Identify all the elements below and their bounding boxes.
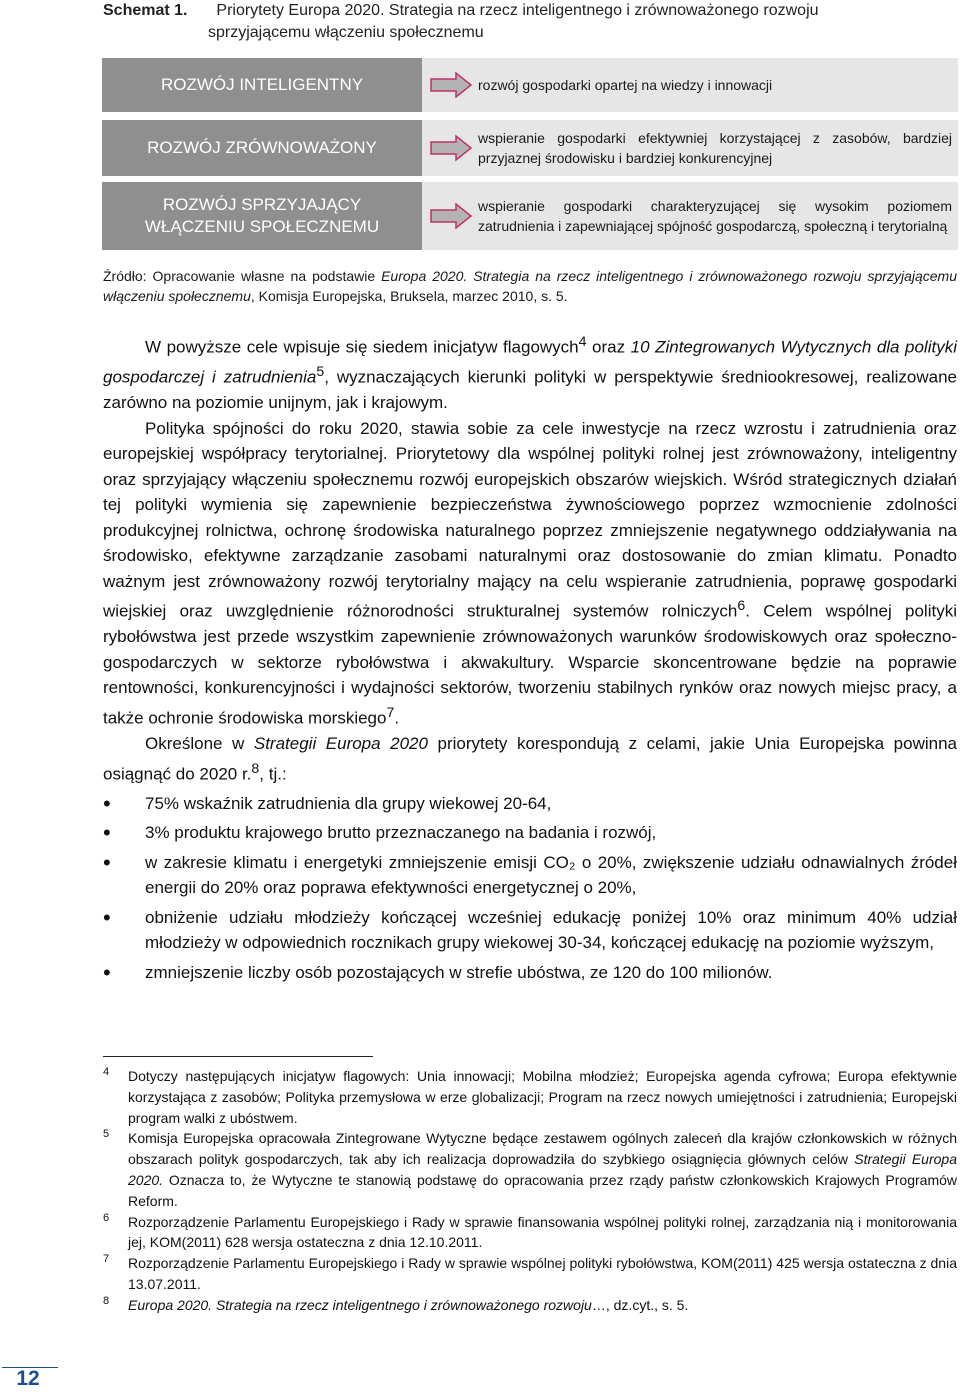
list-item xyxy=(103,960,957,986)
footnote-number: 6 xyxy=(103,1211,110,1224)
footnote-text: …, dz.cyt., s. 5. xyxy=(591,1296,689,1313)
scheme-row-inclusive xyxy=(102,182,958,250)
schema-label: Schemat 1. xyxy=(103,2,188,19)
footnote-text: Oznacza to, że Wytyczne te stanowią podstawę do opracowania przez rządy państw członkowskich Krajowych Programów Reform. xyxy=(128,1171,957,1209)
targets-list xyxy=(103,791,957,986)
footnote-divider xyxy=(103,1056,373,1057)
paragraph xyxy=(103,330,957,416)
schema-title-line2: sprzyjającemu włączeniu społecznemu xyxy=(208,24,484,41)
arrow-right-icon xyxy=(430,203,472,229)
footnote-text: Komisja Europejska opracowała Zintegrowane Wytyczne będące zestawem ogólnych zaleceń dla krajów członkowskich w różnych obszarach polityk gospodarczych, tak aby ich realizacja doprowadziła do szybkiego osiągnięcia głównych celów xyxy=(128,1130,957,1168)
footnote-ref[interactable]: 4 xyxy=(578,334,587,350)
list-item-text: 3% produktu krajowego brutto przeznaczanego na badania i rozwój, xyxy=(145,823,657,843)
scheme-right-box xyxy=(422,120,958,176)
scheme-right-box xyxy=(422,58,958,112)
scheme-right-text: rozwój gospodarki opartej na wiedzy i innowacji xyxy=(478,77,773,93)
schema-title-line1: Priorytety Europa 2020. Strategia na rzecz inteligentnego i zrównoważonego rozwoju xyxy=(216,2,819,19)
footnote-ref[interactable]: 7 xyxy=(386,704,395,721)
bullet-icon: • xyxy=(103,790,111,816)
footnote-number: 7 xyxy=(103,1253,110,1266)
footnote-ref[interactable]: 6 xyxy=(737,598,746,615)
scheme-row-sustainable xyxy=(102,120,958,176)
footnote-number: 4 xyxy=(103,1066,110,1078)
source-suffix: , Komisja Europejska, Bruksela, marzec 2010, s. 5. xyxy=(250,288,568,304)
scheme-left-box: ROZWÓJ ZRÓWNOWAŻONY xyxy=(102,120,422,176)
footnote-text: Dotyczy następujących inicjatyw flagowych: Unia innowacji; Mobilna młodzież; Europejska agenda cyfrowa; Europa efektywnie korzystająca z zasobów; Polityka przemysłowa w erze globalizacji; Program na rzecz nowych umiejętności i zatrudnienia; Europejski program walki z ubóstwem. xyxy=(128,1068,957,1126)
text: W powyższe cele wpisuje się siedem inicjatyw flagowych xyxy=(145,337,579,357)
text: oraz xyxy=(586,337,631,357)
list-item-text: 75% wskaźnik zatrudnienia dla grupy wiekowej 20-64, xyxy=(145,793,552,813)
footnote-italic: Europa 2020. Strategia na rzecz inteligentnego i zrównoważonego rozwoju xyxy=(128,1296,592,1313)
list-item xyxy=(103,850,957,901)
footnote xyxy=(103,1253,957,1295)
scheme-right-box xyxy=(422,182,958,250)
main-text xyxy=(103,330,957,989)
source-title: Europa 2020. Strategia na rzecz inteligentnego i zrównoważonego rozwoju sprzyjającemu włączeniu społecznemu xyxy=(103,268,957,304)
scheme-row-smart xyxy=(102,58,958,112)
footnote xyxy=(103,1212,957,1254)
footnote xyxy=(103,1295,957,1316)
footnotes xyxy=(103,1066,957,1316)
footnote-text: Rozporządzenie Parlamentu Europejskiego i Rady w sprawie finansowania wspólnej polityki rolnej, zarządzania nią i monitorowania jej, KOM(2011) 628 wersja ostateczna z dnia 12.10.2011. xyxy=(128,1213,957,1251)
bullet-icon: • xyxy=(103,849,111,875)
arrow-right-icon xyxy=(430,72,472,98)
list-item xyxy=(103,905,957,956)
text: . xyxy=(394,708,400,728)
scheme-right-text: wspieranie gospodarki efektywniej korzystającej z zasobów, bardziej przyjaznej środowisku i bardziej konkurencyjnej xyxy=(478,130,952,166)
paragraph xyxy=(103,731,957,787)
footnote-text: Rozporządzenie Parlamentu Europejskiego i Rady w sprawie wspólnej polityki rybołówstwa, KOM(2011) 425 wersja ostateczna z dnia 13.07.2011. xyxy=(128,1255,957,1292)
text: , wyznaczających kierunki polityki w perspektywie średniookresowej, realizowane zarówno na poziomie unijnym, jak i krajowym. xyxy=(103,367,957,413)
list-item-text: obniżenie udziału młodzieży kończącej wcześniej edukację poniżej 10% oraz minimum 40% udział młodzieży w odpowiednich rocznikach grupy wiekowej 30-34, kończącej edukację na poziomie wyższym, xyxy=(145,907,957,953)
text: priorytety korespondują z celami, jakie Unia Europejska powinna osiągnąć do 2020 r. xyxy=(103,734,958,784)
scheme-right-text: wspieranie gospodarki charakteryzującej się wysokim poziomem zatrudnienia i zapewniającej spójność gospodarczą, społeczną i terytorialną xyxy=(478,198,952,234)
italic-text: Strategii Europa 2020 xyxy=(253,734,428,754)
bullet-icon: • xyxy=(103,904,111,930)
bullet-icon: • xyxy=(103,959,111,985)
footnote xyxy=(103,1128,957,1211)
page-number: 12 xyxy=(16,1367,40,1390)
footnote-ref[interactable]: 8 xyxy=(251,760,260,777)
footnote-italic: Strategii Europa 2020. xyxy=(128,1151,957,1188)
list-item xyxy=(103,820,957,846)
schema-caption xyxy=(103,0,957,44)
text: Określone w xyxy=(145,734,254,754)
text: , tj.: xyxy=(259,764,287,784)
list-item-text: zmniejszenie liczby osób pozostających w strefie ubóstwa, ze 120 do 100 milionów. xyxy=(145,962,773,982)
italic-text: 10 Zintegrowanych Wytycznych dla polityki gospodarczej i zatrudnienia xyxy=(103,337,957,387)
scheme-left-box: ROZWÓJ INTELIGENTNY xyxy=(102,58,422,112)
paragraph xyxy=(103,416,957,731)
scheme-left-box: ROZWÓJ SPRZYJAJĄCY WŁĄCZENIU SPOŁECZNEMU xyxy=(102,182,422,250)
list-item-text: w zakresie klimatu i energetyki zmniejszenie emisji CO₂ o 20%, zwiększenie udziału odnawialnych źródeł energii do 20% oraz poprawa efektywności energetycznej o 20%, xyxy=(145,852,957,898)
list-item xyxy=(103,791,957,817)
arrow-right-icon xyxy=(430,135,472,161)
footnote xyxy=(103,1066,957,1128)
footnote-number: 8 xyxy=(103,1294,110,1307)
source-prefix: Źródło: Opracowanie własne na podstawie xyxy=(103,268,382,284)
bullet-icon: • xyxy=(103,820,111,846)
footnote-number: 5 xyxy=(103,1128,110,1141)
text: Polityka spójności do roku 2020, stawia sobie za cele inwestycje na rzecz wzrostu i zatrudnienia oraz europejskiej współpracy terytorialnej. Priorytetowy dla wspólnej polityki rolnej jest zrównoważony, inteligentny oraz sprzyjający włączeniu społecznemu rozwój europejskich obszarów wiejskich. Wśród strategicznych działań tej polityki wymienia się zapewnienie bezpieczeństwa żywnościowego poprzez wzmocnienie zdolności produkcyjnej rolnictwa, ochronę środowiska naturalnego poprzez zmniejszenie negatywnego oddziaływania na środowisko, efektywne zarządzanie zasobami naturalnymi oraz dostosowanie do zmian klimatu. Ponadto ważnym jest zrównoważony rozwój terytorialny mający na celu wspieranie zatrudnienia, poprawę gospodarki wiejskiej oraz uwzględnienie różnorodności strukturalnej systemów rolniczych xyxy=(103,418,957,621)
text: . Celem wspólnej polityki rybołówstwa jest przede wszystkim zapewnienie zrównoważonych warunków środowiskowych oraz społeczno-gospodarczych w sektorze rybołówstwa i akwakultury. Wsparcie skoncentrowane będzie na poprawie rentowności, konkurencyjności i wydajności sektorów, tworzeniu stabilnych rynków oraz nowych miejsc pracy, a także ochronie środowiska morskiego xyxy=(103,601,957,728)
source-note xyxy=(103,266,957,306)
footnote-ref[interactable]: 5 xyxy=(316,364,325,381)
